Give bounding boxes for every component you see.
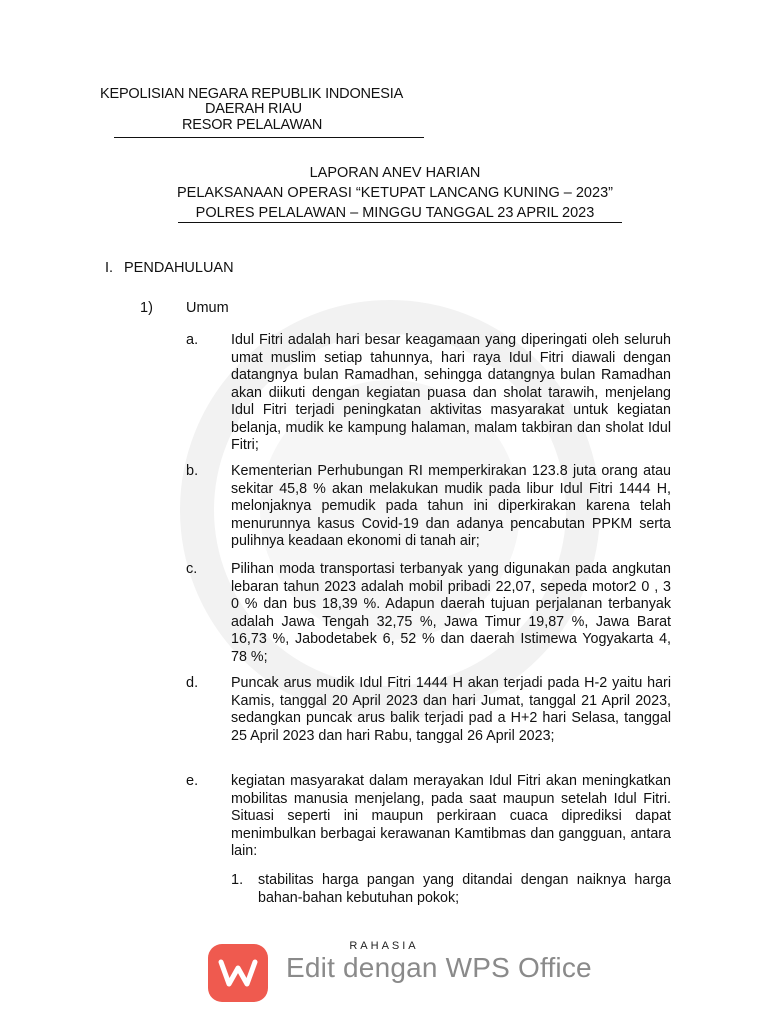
section-number: I. — [105, 260, 114, 276]
item-text-c: Pilihan moda transportasi terbanyak yang digunakan pada angkutan lebaran tahun 2023 adalah mobil pribadi 22,07, sepeda motor2 0 , 3 0 % dan bus 18,39 %. Adapun daerah tujuan perjalanan terbanyak adalah Jawa Tengah 32,75 %, Jawa Timur 19,87 %, Jawa Barat 16,73 %, Jabodetabek 6, 52 % dan daerah Istimewa Yogyakarta 4, 78 %; — [231, 561, 671, 665]
item-letter-d: d. — [186, 675, 199, 691]
report-title-line-2: PELAKSANAAN OPERASI “KETUPAT LANCANG KUNING – 2023” — [177, 185, 613, 201]
subsection-title: Umum — [186, 300, 229, 316]
wps-office-logo-icon[interactable] — [208, 944, 268, 1002]
report-title-line-1: LAPORAN ANEV HARIAN — [309, 165, 481, 181]
report-title-underline — [178, 222, 622, 223]
item-letter-c: c. — [186, 561, 198, 577]
subitem-number-1: 1. — [231, 872, 244, 888]
item-text-a: Idul Fitri adalah hari besar keagamaan yang diperingati oleh seluruh umat muslim setiap tahunnya, hari raya Idul Fitri diawali dengan datangnya bulan Ramadhan, sehingga datangnya bulan Ramadhan akan diikuti dengan kegiatan puasa dan sholat tarawih, menjelang Idul Fitri terjadi peningkatan aktivitas masyarakat untuk kegiatan belanja, mudik ke kampung halaman, malam takbiran dan sholat Idul Fitri; — [231, 332, 671, 453]
wps-edit-link[interactable]: Edit dengan WPS Office — [286, 952, 592, 983]
item-text-b: Kementerian Perhubungan RI memperkirakan 123.8 juta orang atau sekitar 45,8 % akan melakukan mudik pada libur Idul Fitri 1444 H, melonjaknya pemudik pada tahun ini diperkirakan karena telah menurunnya kasus Covid-19 dan adanya pencabutan PPKM serta pulihnya keadaan ekonomi di tanah air; — [231, 463, 671, 549]
subitem-text-1: stabilitas harga pangan yang ditandai dengan naiknya harga bahan-bahan kebutuhan pokok; — [258, 872, 671, 906]
letterhead-line-1: KEPOLISIAN NEGARA REPUBLIK INDONESIA — [100, 86, 404, 102]
item-text-d: Puncak arus mudik Idul Fitri 1444 H akan terjadi pada H-2 yaitu hari Kamis, tanggal 20 April 2023 dan hari Jumat, tanggal 21 April 2023, sedangkan puncak arus balik terjadi pad a H+2 hari Selasa, tanggal 25 April 2023 dan hari Rabu, tanggal 26 April 2023; — [231, 675, 671, 744]
item-letter-a: a. — [186, 332, 199, 348]
classification-footer: RAHASIA — [349, 940, 419, 952]
letterhead-underline — [114, 137, 424, 138]
item-letter-e: e. — [186, 773, 199, 789]
section-title: PENDAHULUAN — [124, 260, 234, 276]
letterhead-line-2: DAERAH RIAU — [205, 101, 302, 117]
report-title-line-3: POLRES PELALAWAN – MINGGU TANGGAL 23 APRIL 2023 — [195, 205, 595, 221]
subsection-number: 1) — [140, 300, 153, 316]
item-text-e: kegiatan masyarakat dalam merayakan Idul Fitri akan meningkatkan mobilitas manusia menjelang, pada saat maupun setelah Idul Fitri. Situasi seperti ini maupun perkiraan cuaca diprediksi dapat menimbulkan berbagai kerawanan Kamtibmas dan gangguan, antara lain: — [231, 773, 671, 859]
wps-w-icon — [208, 944, 268, 1002]
item-letter-b: b. — [186, 463, 199, 479]
letterhead-line-3: RESOR PELALAWAN — [182, 117, 323, 133]
